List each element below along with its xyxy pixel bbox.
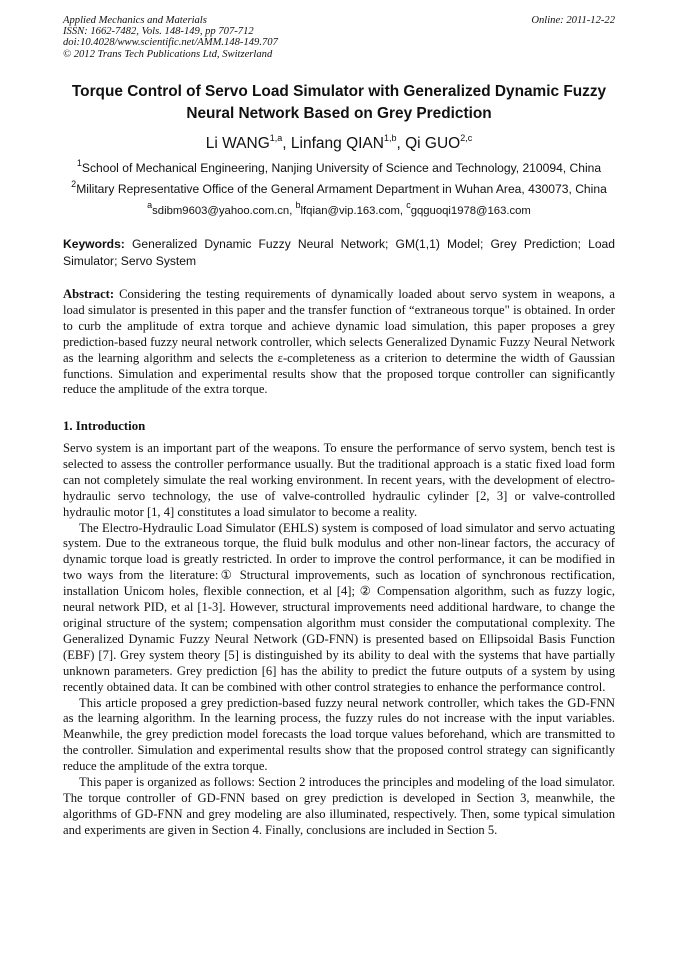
author-name: Qi GUO [405, 135, 461, 152]
author-list: Li WANG$^{1,a}$, Linfang QIAN$^{1,b}$, Qi GUO$^{2,c}$ [205, 132, 473, 152]
paragraph: This paper is organized as follows: Section 2 introduces the principles and modeling of the load simulator. The torque controller of GD-FNN based on grey prediction is developed in Section 3, meanwhile, the algorithms of GD-FNN and grey modeling are also illuminated, respectively. Then, some typical simulation and experiments are given in Section 4. Finally, conclusions are included in Section 5. [63, 775, 615, 837]
author-sup: 1,a [269, 132, 283, 143]
section-heading: 1. Introduction [63, 419, 146, 433]
copyright-line: © 2012 Trans Tech Publications Ltd, Switzerland [63, 48, 273, 60]
keywords-block [63, 236, 615, 270]
affiliation-sup: 1 [76, 157, 82, 168]
author-name: Li WANG [205, 135, 270, 152]
email-sup: b [295, 200, 301, 211]
issn-line: ISSN: 1662-7482, Vols. 148-149, pp 707-712 [63, 26, 254, 38]
paper-title: Torque Control of Servo Load Simulator with Generalized Dynamic Fuzzy Neural Network Based on Grey Prediction [71, 83, 607, 122]
keywords-text: Generalized Dynamic Fuzzy Neural Network; GM(1,1) Model; Grey Prediction; Load Simulator; Servo System [63, 237, 615, 268]
paragraph: This article proposed a grey prediction-based fuzzy neural network controller, which takes the GD-FNN as the learning algorithm. In the learning process, the fuzzy rules do not increase with the input variables. Meanwhile, the grey prediction model forecasts the load torque values beforehand, which are transmitted to the controller. Simulation and experimental results show that the proposed control strategy can significantly reduce the amplitude of the extra torque. [63, 695, 615, 774]
abstract-block [63, 287, 615, 398]
author-sup: 2,c [460, 132, 473, 143]
journal-name: Applied Mechanics and Materials [63, 15, 207, 26]
email-address: lfqian@vip.163.com [300, 205, 400, 217]
introduction-body [63, 441, 615, 839]
keywords-label: Keywords: [63, 237, 125, 251]
author-name: Linfang QIAN [290, 135, 384, 152]
email-sup: a [147, 200, 153, 211]
affiliation-text: Military Representative Office of the General Armament Department in Wuhan Area, 430073, China [76, 182, 607, 196]
email-sup: c [406, 200, 411, 211]
paragraph: The Electro-Hydraulic Load Simulator (EHLS) system is composed of load simulator and servo actuating system. Due to the extraneous torque, the fluid bulk modulus and other non-linear factors, the accuracy of dynamic torque load is greatly restricted. In order to improve the control performance, it can be modified in two ways from the literature:① Structural improvements, such as location of synchronous rectification, installation Unicom holes, flexible connection, et al [4]; ② Compensation algorithm, such as fuzzy logic, neural network PID, et al [1-3]. However, structural improvements need additional hardware, to change the original structure of the system; compensation algorithm must consider the computational complexity. The Generalized Dynamic Fuzzy Neural Network (GD-FNN) is presented based on Ellipsoidal Basis Function (EBF) [7]. Grey system theory [5] is distinguished by its ability to deal with the systems that have partially unknown parameters. Grey prediction [6] has the ability to predict the future outputs of a system by using recently obtained data. It can be combined with other control strategies to enhance the performance control. [63, 520, 615, 694]
affiliation-text: School of Mechanical Engineering, Nanjing University of Science and Technology, 210094, China [81, 161, 602, 175]
affiliation-1 [58, 157, 620, 176]
email-address: sdibm9603@yahoo.com.cn [152, 205, 290, 217]
paragraph: Servo system is an important part of the weapons. To ensure the performance of servo system, bench test is selected to assess the controller performance usually. But the traditional approach is a static fixed load form can not completely simulate the real working environment. In recent years, with the development of electro-hydraulic servo technology, the use of valve-controlled hydraulic cylinder [2, 3] or valve-controlled hydraulic motor [1, 4] constitutes a load simulator to become a reality. [63, 441, 615, 519]
email-address: gqguoqi1978@163.com [410, 205, 531, 217]
journal-header [63, 15, 278, 60]
doi-line: doi:10.4028/www.scientific.net/AMM.148-149.707 [63, 37, 278, 49]
affiliation-sup: 2 [71, 178, 77, 189]
online-date: Online: 2011-12-22 [531, 15, 615, 26]
author-sup: 1,b [383, 132, 397, 143]
affiliation-2 [58, 178, 620, 197]
abstract-text: Considering the testing requirements of dynamically loaded about servo system in weapons, a load simulator is presented in this paper and the transfer function of “extraneous torque" is obtained. In order to curb the amplitude of extra torque and achieve dynamic load simulation, this paper proposes a grey prediction-based fuzzy neural network controller, which selects Generalized Dynamic Fuzzy Neural Network as the learning algorithm and selects the ε-completeness as a criterion to determine the width of Gaussian functions. Simulation and experimental results show that the proposed torque controller can significantly reduce the amplitude of the extra torque. [63, 287, 615, 397]
email-list: $^a$sdibm9603@yahoo.com.cn, $^b$lfqian@vip.163.com, $^c$gqguoqi1978@163.com [147, 200, 531, 217]
abstract-label: Abstract: [63, 287, 115, 301]
